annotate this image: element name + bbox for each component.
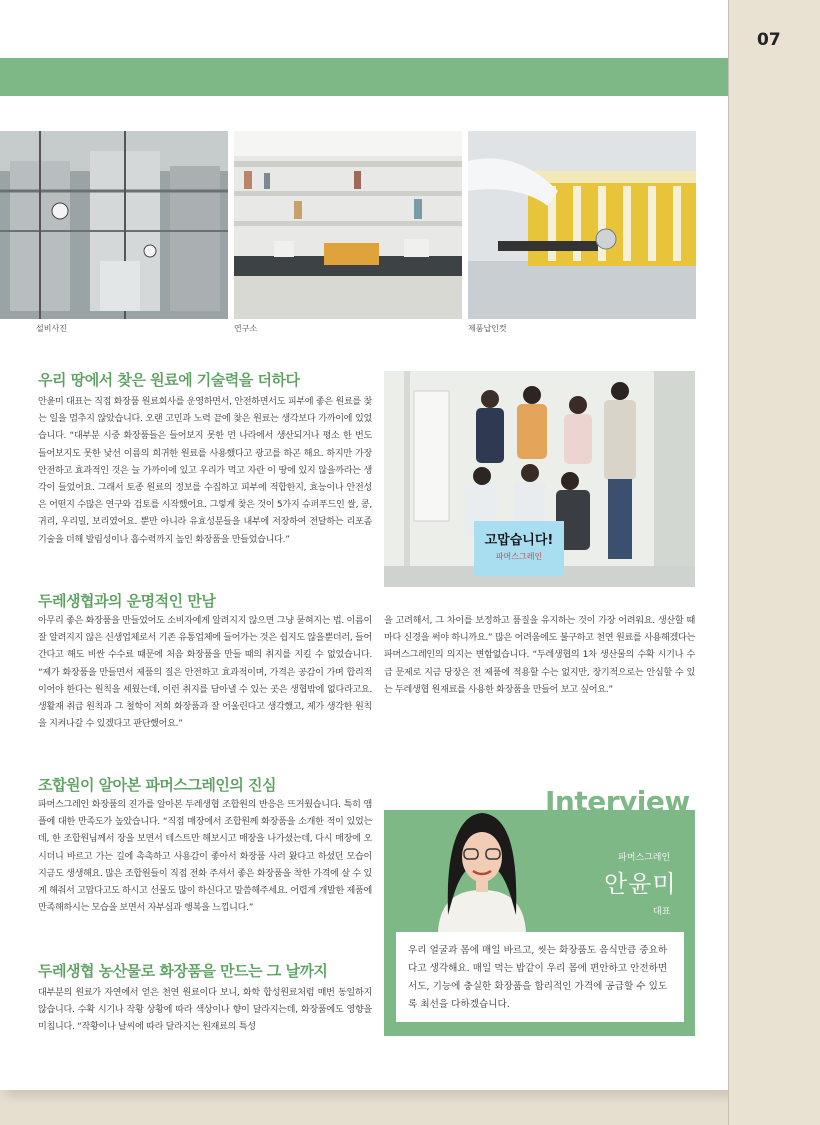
- header-band: [0, 58, 728, 96]
- interviewee-name: 안윤미: [604, 870, 677, 898]
- lab-photo: [234, 131, 462, 319]
- interview-heading: Interview: [545, 785, 690, 818]
- photo-caption: 제품납인컷: [468, 324, 507, 333]
- photo-caption: 설비사진: [36, 324, 67, 333]
- photo-caption: 연구소: [234, 324, 258, 333]
- page-number: 07: [757, 30, 781, 50]
- section-body: 파머스그레인 화장품의 진가를 알아본 두레생협 조합원의 반응은 뜨거웠습니다. 특히 앰플에 대한 만족도가 높았습니다. “직접 매장에서 조합원께 화장품을 소개한 적이 있었는데, 한 조합원님께서 장을 보면서 테스트만 해보시고 매장을 나가셨는데, 다시 매장에 오시더니 바르고 가는 길에 촉촉하고 사용감이 좋아서 화장품 사러 왔다고 하셨던 모습이 지금도 생생해요. 많은 조합원들이 직접 전화 주셔서 좋은 화장품을 착한 가격에 살 수 있게 해줘서 고맙다고도 하시고 선물도 많이 하신다고 말씀해주세요. 어렵게 개발한 제품에 만족해하시는 모습을 보면서 자부심과 행복을 느낍니다.”: [38, 800, 372, 914]
- thank-you-sign: 고맙습니다!: [484, 533, 554, 548]
- sign-company: 파머스그레인: [495, 552, 543, 561]
- interviewee-company: 파머스그레인: [618, 853, 671, 863]
- section-body: 아무리 좋은 화장품을 만들었어도 소비자에게 알려지지 않으면 그냥 묻혀지는 법. 이름이 잘 알려지지 않은 신생업체로서 기존 유통업체에 들어가는 것은 쉽지도 않을뿐더러, 들어간다고 해도 비싼 수수료 때문에 처음 화장품을 만들 때의 취지를 지킬 수 없었습니다. “제가 화장품을 만들면서 제품의 질은 안전하고 효과적이며, 가격은 공감이 가며 합리적이어야 한다는 원칙을 세웠는데, 이런 취지를 담아낼 수 있는 곳은 생협밖에 없다라고요. 생활재 취급 원칙과 그 철학이 저희 화장품과 잘 어울린다고 생각했고, 제가 생각한 원칙을 지켜나갈 수 있겠다고 판단했어요.”: [38, 616, 372, 730]
- section-heading: 조합원이 알아본 파머스그레인의 진심: [38, 776, 277, 794]
- continued-text: 을 고려해서, 그 차이를 보정하고 품질을 유지하는 것이 가장 어려워요. 생산할 때마다 신경을 써야 하니까요.” 많은 어려움에도 불구하고 천연 원료를 사용해겠다는 파머스그레인의 의지는 변함없습니다. “두레생협의 1차 생산물의 수확 시기나 수급 문제로 지금 당장은 전 제품에 적용할 수는 없지만, 장기적으로는 안심할 수 있는 두레생협 원재료를 사용한 화장품을 만들어 보고 싶어요.”: [384, 616, 695, 695]
- interviewee-title: 대표: [653, 907, 671, 917]
- section-heading: 두레생협 농산물로 화장품을 만드는 그 날까지: [38, 962, 328, 980]
- section-body: 안윤미 대표는 직접 화장품 원료회사를 운영하면서, 안전하면서도 피부에 좋은 원료를 찾는 일을 멈추지 않았습니다. 오랜 고민과 노력 끝에 찾은 원료는 생각보다 가까이에 있었습니다. “대부분 시중 화장품들은 들어보지 못한 먼 나라에서 생산되거나 평소 한 번도 들어보지도 못한 낯선 이름의 희귀한 원료를 사용했다고 광고를 하곤 해요. 하지만 가장 안전하고 효과적인 것은 늘 가까이에 있고 우리가 먹고 자란 이 땅에 있지 않을까라는 생각이 들었어요. 그래서 토종 원료의 정보를 수집하고 피부에 적합한지, 효능이나 안전성은 어떤지 수많은 연구와 검토를 시작했어요. 그렇게 찾은 것이 5가지 슈퍼푸드인 쌀, 콩, 귀리, 우리밀, 보리였어요. 뿐만 아니라 유효성분들을 내부에 저장하여 전달하는 리포좀 기술을 더해 발림성이나 흡수력까지 높인 화장품을 만들었습니다.”: [38, 397, 372, 545]
- product-photo: [468, 131, 696, 319]
- team-photo: [384, 371, 695, 587]
- section-body: 대부분의 원료가 자연에서 얻은 천연 원료이다 보니, 화학 합성원료처럼 매번 동일하지 않습니다. 수확 시기나 작황 상황에 따라 색상이나 향이 달라지는데, 화장품에도 영향을 미칩니다. “작황이나 날씨에 따라 달라지는 원재료의 특성: [38, 988, 372, 1033]
- section-heading: 우리 땅에서 찾은 원료에 기술력을 더하다: [38, 371, 300, 389]
- adjacent-page-edge: [728, 0, 820, 1125]
- equipment-photo: [0, 131, 228, 319]
- section-heading: 두레생협과의 운명적인 만남: [38, 592, 216, 610]
- interviewee-portrait: [418, 805, 546, 932]
- interview-quote: 우리 얼굴과 몸에 매일 바르고, 씻는 화장품도 음식만큼 중요하다고 생각해요. 매일 먹는 밥같이 우리 몸에 편안하고 안전하면서도, 기능에 충실한 화장품을 합리적인 가격에 공급할 수 있도록 최선을 다하겠습니다.: [396, 932, 684, 1022]
